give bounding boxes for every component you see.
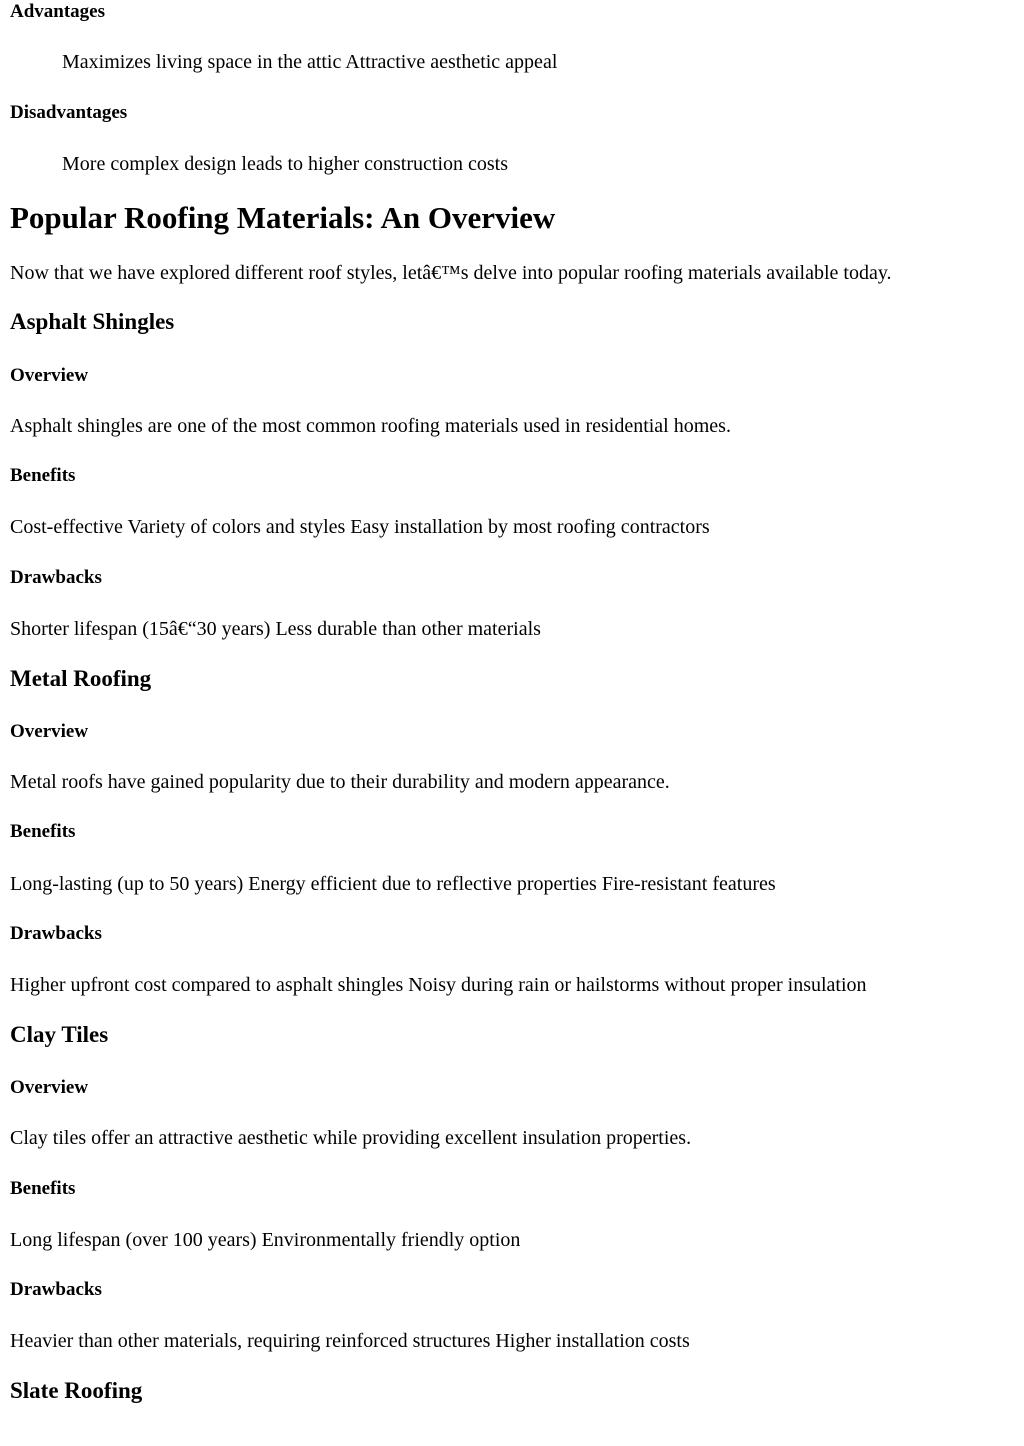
clay-overview-text: Clay tiles offer an attractive aesthetic while providing excellent insulation properties. [10,1127,692,1149]
materials-section-intro: Now that we have explored different roof styles, letâ€™s delve into popular roofing materials available today. [10,262,892,284]
clay-tiles-title: Clay Tiles [10,1022,109,1047]
clay-benefits-text: Long lifespan (over 100 years) Environmentally friendly option [10,1229,521,1251]
slate-roofing-title: Slate Roofing [10,1378,143,1403]
asphalt-overview-heading: Overview [10,365,89,386]
asphalt-drawbacks-text: Shorter lifespan (15â€“30 years) Less durable than other materials [10,618,541,640]
metal-overview-heading: Overview [10,721,89,742]
asphalt-benefits-text: Cost-effective Variety of colors and styles Easy installation by most roofing contractors [10,516,710,538]
metal-benefits-heading: Benefits [10,821,76,842]
disadvantages-text: More complex design leads to higher construction costs [62,153,509,175]
clay-benefits-heading: Benefits [10,1178,76,1199]
asphalt-overview-text: Asphalt shingles are one of the most common roofing materials used in residential homes. [10,415,731,437]
asphalt-drawbacks-heading: Drawbacks [10,567,102,588]
clay-overview-heading: Overview [10,1077,89,1098]
clay-drawbacks-text: Heavier than other materials, requiring reinforced structures Higher installation costs [10,1330,690,1352]
metal-drawbacks-heading: Drawbacks [10,923,102,944]
clay-drawbacks-heading: Drawbacks [10,1279,102,1300]
materials-section-title: Popular Roofing Materials: An Overview [10,200,556,235]
metal-drawbacks-text: Higher upfront cost compared to asphalt shingles Noisy during rain or hailstorms without proper insulation [10,974,867,996]
asphalt-shingles-title: Asphalt Shingles [10,309,175,334]
metal-overview-text: Metal roofs have gained popularity due to their durability and modern appearance. [10,771,670,793]
metal-roofing-title: Metal Roofing [10,666,152,691]
asphalt-benefits-heading: Benefits [10,465,76,486]
metal-benefits-text: Long-lasting (up to 50 years) Energy efficient due to reflective properties Fire-resistant features [10,873,776,895]
disadvantages-heading: Disadvantages [10,102,128,123]
advantages-heading: Advantages [10,1,106,22]
advantages-text: Maximizes living space in the attic Attractive aesthetic appeal [62,51,558,73]
